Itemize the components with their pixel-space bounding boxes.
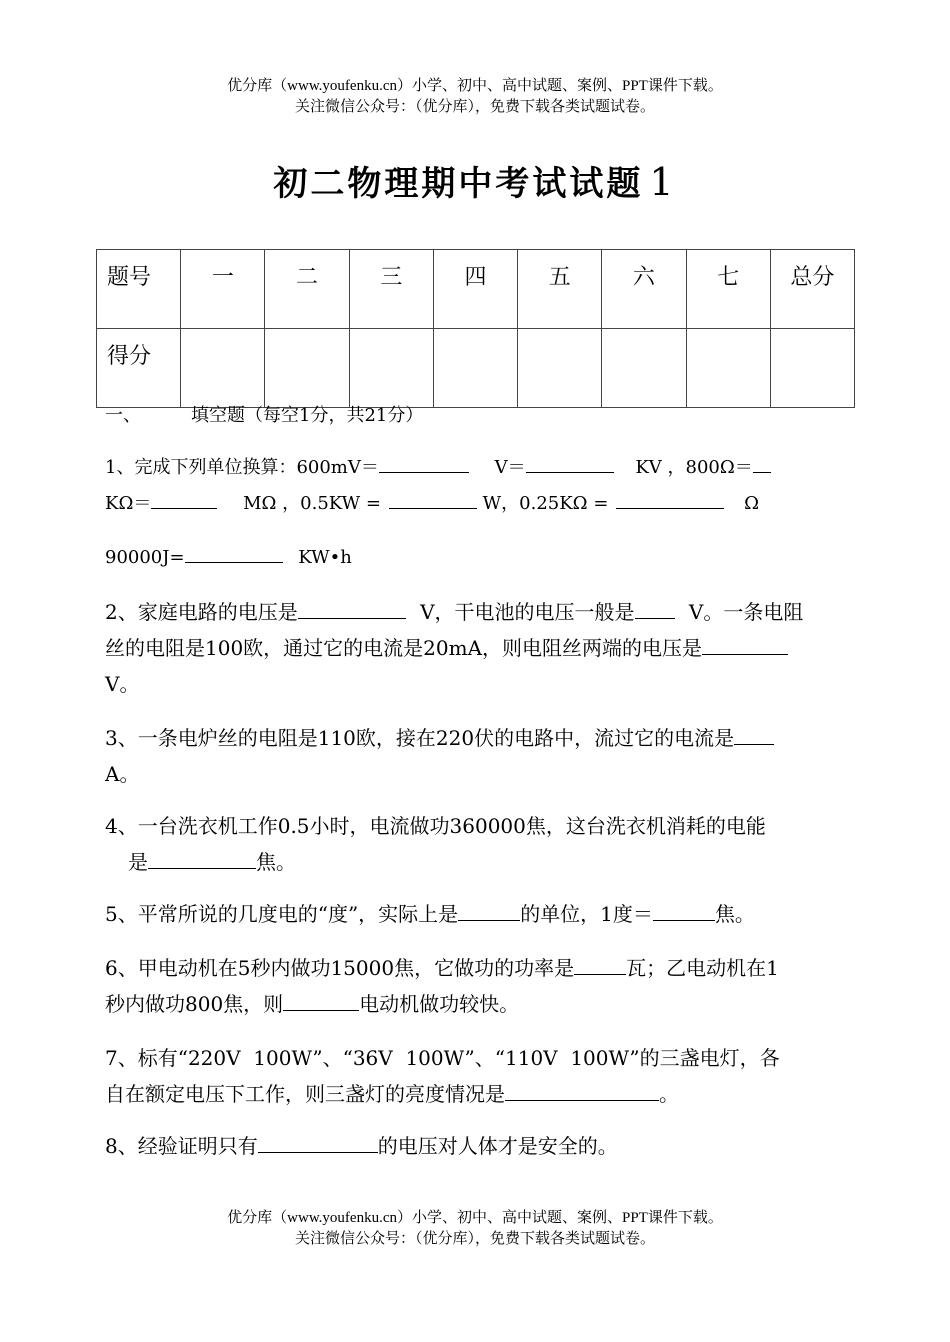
q7-text-c: 。: [659, 1082, 679, 1106]
q8-text-b: 的电压对人体才是安全的。: [377, 1134, 618, 1158]
q1-text-h: 90000J=: [105, 547, 185, 568]
answer-blank[interactable]: [616, 488, 724, 509]
score-table: [96, 249, 855, 408]
question-4-line-1: [105, 808, 850, 844]
answer-blank[interactable]: [734, 724, 774, 745]
q1-text-e: MΩ ，0.5KW =: [243, 493, 381, 514]
question-4-line-2: [128, 844, 873, 880]
answer-blank[interactable]: [258, 1132, 378, 1153]
answer-blank[interactable]: [702, 634, 788, 655]
answer-blank[interactable]: [753, 452, 771, 473]
question-1-line-3: [105, 540, 850, 576]
question-7-line-2: [105, 1076, 850, 1112]
q4-text-b: 是: [128, 850, 148, 874]
q2-text-d: 丝的电阻是100欧，通过它的电流是20mA，则电阻丝两端的电压是: [105, 636, 703, 660]
section-title: 填空题（每空1分，共21分）: [191, 405, 424, 426]
answer-blank[interactable]: [283, 990, 359, 1011]
exam-title: [0, 152, 950, 214]
score-cell[interactable]: [518, 329, 602, 408]
q6-text-c: 秒内做功800焦，则: [105, 992, 284, 1016]
question-5: [105, 896, 850, 932]
question-6-line-2: [105, 986, 850, 1022]
score-cell[interactable]: [349, 329, 433, 408]
q1-text-f: W，0.25KΩ =: [482, 493, 609, 514]
q2-text-b: V，干电池的电压一般是: [420, 600, 635, 624]
q1-text-g: Ω: [744, 493, 760, 514]
footer-line-1: 优分库（www.youfenku.cn）小学、初中、高中试题、案例、PPT课件下载。: [227, 1210, 723, 1226]
question-6-line-1: [105, 950, 850, 986]
answer-blank[interactable]: [505, 1080, 659, 1101]
answer-blank[interactable]: [151, 488, 217, 509]
question-7-line-1: [105, 1040, 850, 1076]
answer-blank[interactable]: [379, 452, 469, 473]
answer-blank[interactable]: [653, 900, 715, 921]
score-header-cell: 总分: [770, 250, 854, 329]
page-footer: [0, 1208, 950, 1248]
q7-text-a: 7、标有“220V 100W”、“36V 100W”、“110V 100W”的三盏电灯，各: [105, 1046, 780, 1070]
q6-text-b: 瓦；乙电动机在1: [626, 956, 779, 980]
score-table-header-row: [97, 250, 855, 329]
header-line-2: 关注微信公众号：（优分库），免费下载各类试题试卷。: [294, 97, 655, 115]
header-line-1: 优分库（www.youfenku.cn）小学、初中、高中试题、案例、PPT课件下载。: [227, 78, 723, 94]
score-cell[interactable]: [686, 329, 770, 408]
score-header-cell: 七: [686, 250, 770, 329]
q3-text-a: 3、一条电炉丝的电阻是110欧，接在220伏的电路中，流过它的电流是: [105, 726, 735, 750]
score-table-score-row: [97, 329, 855, 408]
q1-text-c: KV ，800Ω＝: [635, 457, 753, 478]
q4-text-c: 焦。: [256, 850, 296, 874]
answer-blank[interactable]: [526, 452, 614, 473]
page-header: [0, 76, 950, 116]
q6-text-a: 6、甲电动机在5秒内做功15000焦，它做功的功率是: [105, 956, 575, 980]
q4-text-a: 4、一台洗衣机工作0.5小时，电流做功360000焦，这台洗衣机消耗的电能: [105, 814, 766, 838]
answer-blank[interactable]: [635, 598, 675, 619]
question-1-line-2: [105, 486, 850, 522]
q3-text-b: A。: [105, 762, 140, 786]
score-header-cell: 四: [433, 250, 517, 329]
score-header-cell: 六: [602, 250, 686, 329]
question-2-line-2: [105, 630, 850, 666]
q6-text-d: 电动机做功较快。: [359, 992, 520, 1016]
q1-text-a: 1、完成下列单位换算：600mV＝: [105, 457, 379, 478]
answer-blank[interactable]: [458, 900, 520, 921]
question-3-line-2: [105, 756, 850, 792]
answer-blank[interactable]: [574, 954, 626, 975]
question-2-line-3: [105, 666, 850, 702]
q1-text-i: KW•h: [298, 547, 352, 568]
q7-text-b: 自在额定电压下工作，则三盏灯的亮度情况是: [105, 1082, 505, 1106]
answer-blank[interactable]: [298, 598, 406, 619]
q2-text-a: 2、家庭电路的电压是: [105, 600, 298, 624]
q5-text-c: 焦。: [714, 902, 755, 926]
score-cell[interactable]: [770, 329, 854, 408]
score-header-cell: 二: [265, 250, 349, 329]
answer-blank[interactable]: [148, 848, 256, 869]
q5-text-a: 5、平常所说的几度电的“度”，实际上是: [105, 902, 459, 926]
score-header-cell: 一: [181, 250, 265, 329]
score-header-cell: 三: [349, 250, 433, 329]
score-header-cell: 题号: [97, 250, 181, 329]
score-cell[interactable]: [433, 329, 517, 408]
q5-text-b: 的单位，1度＝: [520, 902, 653, 926]
exam-title-number: 1: [649, 160, 677, 204]
score-cell[interactable]: [602, 329, 686, 408]
q1-text-d: KΩ＝: [105, 493, 152, 514]
q8-text-a: 8、经验证明只有: [105, 1134, 258, 1158]
exam-title-text: 初二物理期中考试试题: [273, 164, 644, 204]
score-header-cell: 五: [518, 250, 602, 329]
footer-line-2: 关注微信公众号：（优分库），免费下载各类试题试卷。: [294, 1229, 655, 1247]
score-row-label: 得分: [97, 329, 181, 408]
q2-text-c: V。一条电阻: [688, 600, 804, 624]
question-8: [105, 1128, 850, 1164]
q1-text-b: V＝: [494, 457, 526, 478]
answer-blank[interactable]: [185, 542, 283, 563]
score-cell[interactable]: [265, 329, 349, 408]
q2-text-e: V。: [105, 672, 140, 696]
question-3-line-1: [105, 720, 850, 756]
question-1-line-1: [105, 450, 850, 486]
answer-blank[interactable]: [389, 488, 477, 509]
question-2-line-1: [105, 594, 850, 630]
score-cell[interactable]: [181, 329, 265, 408]
section-heading: [105, 398, 850, 434]
section-number: 一、: [105, 405, 141, 426]
